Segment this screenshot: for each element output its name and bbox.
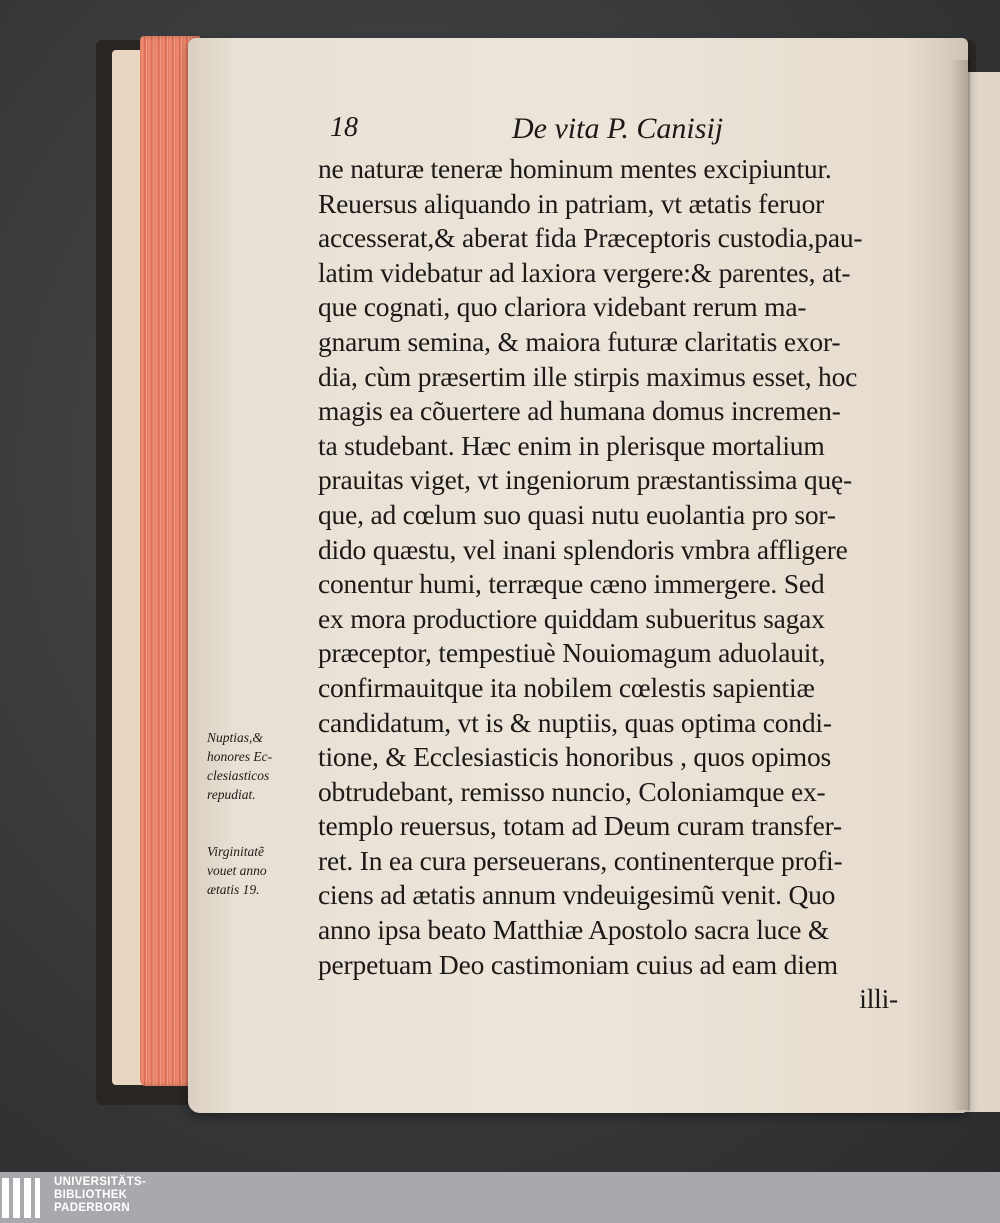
text-line: conentur humi, terræque cæno immergere. Sed xyxy=(318,568,825,600)
logo-line: PADERBORN xyxy=(54,1202,130,1214)
page-header xyxy=(330,112,750,152)
marginal-note-virginity xyxy=(207,842,307,899)
text-line: dido quæstu, vel inani splendoris vmbra affligere xyxy=(318,533,848,565)
marginal-line: Virginitatẽ xyxy=(207,844,264,859)
marginal-line: clesiasticos xyxy=(207,768,270,783)
text-line: ciens ad ætatis annum vndeuigesimũ venit. Quo xyxy=(318,879,836,911)
page-number: 18 xyxy=(330,112,358,143)
running-title: De vita P. Canisij xyxy=(512,112,724,145)
text-line: templo reuersus, totam ad Deum curam transfer- xyxy=(318,810,843,842)
text-line: que cognati, quo clariora videbant rerum ma- xyxy=(318,291,807,323)
text-line: candidatum, vt is & nuptiis, quas optima condi- xyxy=(318,706,832,738)
text-line: ta studebant. Hæc enim in plerisque mortalium xyxy=(318,429,825,461)
text-line: anno ipsa beato Matthiæ Apostolo sacra luce & xyxy=(318,914,830,946)
text-line: Reuersus aliquando in patriam, vt ætatis feruor xyxy=(318,187,825,219)
text-line: ne naturæ teneræ hominum mentes excipiuntur. xyxy=(318,153,832,184)
library-logo-text xyxy=(54,1176,146,1215)
text-line: ret. In ea cura perseuerans, continenterque profi- xyxy=(318,844,843,876)
library-logo-icon xyxy=(2,1178,50,1218)
logo-line: BIBLIOTHEK xyxy=(54,1189,128,1201)
text-line: prauitas viget, vt ingeniorum præstantissima quę- xyxy=(318,464,852,496)
marginal-line: vouet anno xyxy=(207,863,267,878)
library-footer-bar xyxy=(0,1172,1000,1223)
text-line: obtrudebant, remisso nuncio, Coloniamque ex- xyxy=(318,775,826,807)
body-text xyxy=(318,152,918,1017)
catchword: illi- xyxy=(859,983,898,1015)
text-line: accesserat,& aberat fida Præceptoris custodia,pau- xyxy=(318,222,863,254)
text-line: gnarum semina, & maiora futuræ claritatis exor- xyxy=(318,325,841,357)
text-line: præceptor, tempestiuè Nouiomagum aduolauit, xyxy=(318,637,826,669)
gutter-shadow xyxy=(950,60,970,1110)
text-line: magis ea cõuertere ad humana domus incremen- xyxy=(318,395,841,427)
text-line: latim videbatur ad laxiora vergere:& parentes, at- xyxy=(318,256,851,288)
text-line: perpetuam Deo castimoniam cuius ad eam diem xyxy=(318,948,838,980)
marginal-note-marriage xyxy=(207,728,307,804)
marginal-line: ætatis 19. xyxy=(207,882,260,897)
marginal-line: Nuptias,& xyxy=(207,730,263,745)
marginal-line: repudiat. xyxy=(207,787,256,802)
text-line: tione, & Ecclesiasticis honoribus , quos opimos xyxy=(318,741,832,773)
text-line: dia, cùm præsertim ille stirpis maximus esset, hoc xyxy=(318,360,858,392)
logo-line: UNIVERSITÄTS- xyxy=(54,1176,147,1188)
text-line: que, ad cœlum suo quasi nutu euolantia pro sor- xyxy=(318,498,836,530)
marginal-line: honores Ec- xyxy=(207,749,273,764)
text-line: confirmauitque ita nobilem cœlestis sapientiæ xyxy=(318,671,815,703)
text-line: ex mora productiore quiddam subueritus sagax xyxy=(318,602,825,634)
